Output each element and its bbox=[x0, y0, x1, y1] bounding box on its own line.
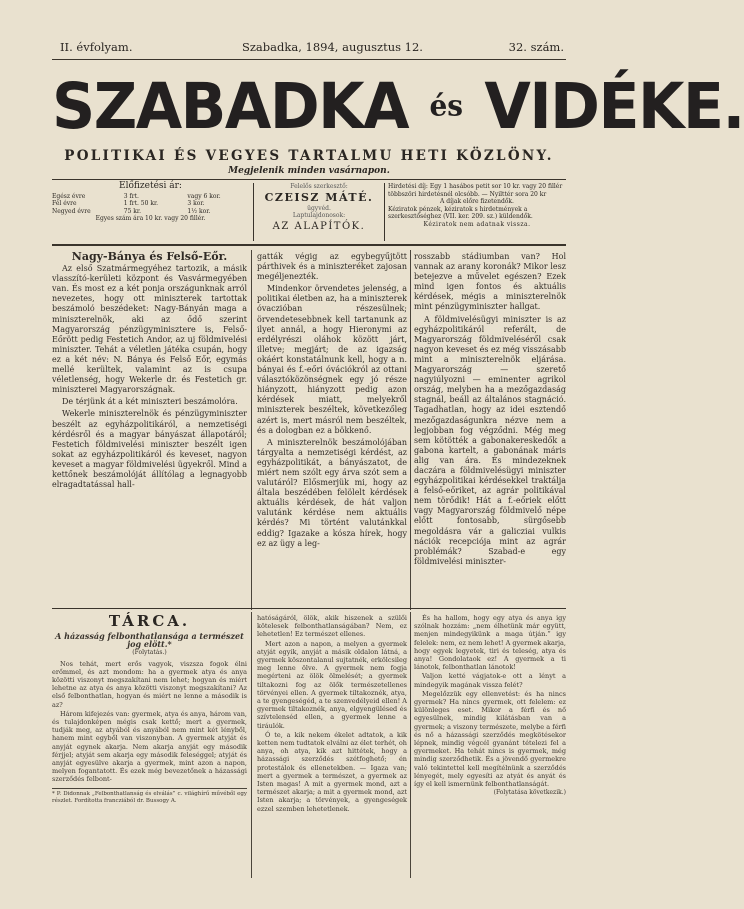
feuilleton-column-1 bbox=[52, 632, 247, 876]
subscription-row bbox=[52, 193, 249, 201]
ad-prepay: A díjak előre fizetendők. bbox=[440, 198, 514, 205]
column-divider bbox=[251, 250, 252, 610]
article-paragraph: De térjünk át a két miniszteri beszámolóra. bbox=[62, 397, 238, 407]
feuilleton-rule bbox=[52, 608, 566, 609]
editor-name: CZEISZ MÁTÉ. bbox=[264, 190, 374, 204]
article-paragraph: A földmivelésügyi miniszter is az egyházpolitikáról referált, de Magyarország földmiveléséről csak nagyon keveset és ez még visszásabb mint a miniszterelnök eljárása. Magyarország — szerető nagyiúlyozni — eminenter agrikol ország, melyben ha a mezőgazdaság stagnál, beáll az általános stagnáció. Tagadhatlan, hogy az idei esztendő mezőgazdaságunkra nézve nem a legjobban fog végződni. Még meg sem kötötték a gabonakereskedők a gabona kartelt, a gabonának máris alig van ára. És mindezeknek daczára a földmivelésügyi miniszter egyházpolitikai kérdésekkel traktálja a felső-eőriket, az agrár politikával nem törődik! Hát a f.-eőriek előtt vagy Magyarország földmivelő népe előtt fontosabb, sürgősebb megoldásra vár a galicziai vulkis nációk recepciója mint az agrár problémák? Szabad-e egy földmivelési miniszter- bbox=[414, 314, 566, 566]
subscription-box bbox=[52, 183, 249, 241]
publishers-label: Laptulajdonosok: bbox=[292, 212, 346, 219]
article-column-1 bbox=[52, 252, 247, 608]
sub-price: 3 frt. bbox=[123, 192, 139, 200]
editor-title: ügyvéd. bbox=[307, 204, 331, 212]
sub-label: Egész évre bbox=[52, 192, 86, 200]
article-paragraph: Wekerle miniszterelnök és pénzügyminiszter beszélt az egyházpolitikáról, a nemzetiségi kérdésről és a magyar bányászat állapotáról; Festetich földmivelési miniszter beszélt igen sokat az egyházpolitikáról és keveset, nagyon keveset a magyar földmivelési ügyekről. Mind a kettőnek beszámolóját állítólag a legnagyobb elragadtatással hall- bbox=[52, 409, 247, 490]
feuilleton-paragraph: És ha hallom, hogy egy atya és anya igy szólnak hozzám: „nem élhetünk már együtt, menjen mindegyikünk a maga útján.” igy felelek: nem, ez nem lehet! A gyermek akarja, hogy egyek legyetek, tiri és teleség, atya és anya! Gondolataok ez! A gyermek a ti lánotok, felbonthatlan lánotok! bbox=[414, 614, 566, 672]
feuilleton-column-3 bbox=[414, 614, 566, 876]
feuilleton-column-2 bbox=[257, 614, 407, 876]
subscription-table bbox=[52, 193, 249, 216]
newspaper-subtitle: POLITIKAI ÉS VEGYES TARTALMU HETI KÖZLÖNY. bbox=[64, 148, 554, 164]
column-divider bbox=[410, 250, 411, 610]
feuilleton-title: A házasság felbonthatlansága a természet jog elött.* bbox=[55, 631, 244, 650]
article-paragraph: Az első Szatmármegyéhez tartozik, a másik vlasszító-kerületi központ és Vasvármegyében van. És most ez a két ponja országunknak arról nevezetes, hogy ott miniszterek tartottak beszámoló beszédeket: Nagy-Bányán maga a miniszterelnök, aki az ődő szerint Magyarország pénzügyminisztere is, Felső-Eőrött pedig Festetich Andor, az uj földmivelési miniszter. Tehát a véletlen játéka csupán, hogy ez a két név: N. Bánya és Felső Eőr, egymás mellé kerültek, valamint az is csupa véletlenség, hogy Wekerle dr. és Festetich gr. miniszterei Magyarországnak. bbox=[52, 264, 247, 395]
article-paragraph: A miniszterelnök beszámolójában tárgyalta a nemzetiségi kérdést, az egyházpolitikát, a bányászatot, de miért nem szólt egy árva szót sem a valutáról? Elősmerjük mi, hogy az általa beszédében felölelt kérdések aktuális kérdések, de hát valjon valutánk kérdése nem aktuális kérdés? Mi történt valutánkkal eddig? Igazake a kósza hírek, hogy ez az ügy a leg- bbox=[257, 437, 407, 548]
header-bottom-rule bbox=[52, 244, 566, 246]
to-be-continued: (Folytatása következik.) bbox=[493, 789, 566, 797]
publication-schedule: Megjelenik minden vasárnapon. bbox=[228, 166, 390, 176]
issue-number: 32. szám. bbox=[508, 40, 564, 54]
sub-price-alt: vagy 6 kor. bbox=[187, 192, 221, 200]
article-paragraph: gatták végig az egybegyűjtött párthivek és a miniszteréket zajosan megéljenezték. bbox=[257, 252, 407, 282]
masthead-word-es: és bbox=[429, 88, 464, 123]
subscription-row bbox=[52, 200, 249, 208]
advertising-info-box bbox=[388, 183, 566, 241]
single-issue-price: Egyes szám ára 10 kr. vagy 20 fillér. bbox=[95, 215, 206, 222]
feuilleton-paragraph: Három kifejezés van: gyermek, atya és anya, három van, és tulajdonképen mégis csak kettő; mert a gyermek, tudják meg, az atyából és anyából nem mint két lényből, hanem mint egyből van viszonyban. A gyermek atyját és anyját egynek akarja. Nem akarja anyját egy második férjjel; atyját sem akarja egy második feleséggel; atyját és anyját egyesülve akarja a gyermek, mint azon a napon, melyen fogantatott. És ezek még bevezetőnek a házassági szerződés felbont- bbox=[52, 709, 247, 784]
feuilleton-paragraph: Megelőzzük egy ellenvetést: és ha nincs gyermek? Ha nincs gyermek, ott felelem: ez különleges eset. Mikor a férfi és nő egyesülnek, mindig kilátásban van a gyermek; a viszony természete, melybe a férfi és nő a házassági szerződés megkötésekor lépnek, mindig végcél gyanánt tételezi fel a gyermeket. Ha tehát nincs is gyermek, még mindig szerződhetik. És a jövendő gyermekre való tekintettel kell megítélnünk a szerződés lényegét, mely egyesíti az atyát és anyát és így el kell ismernünk felbonthatlanságát. bbox=[414, 689, 566, 789]
masthead-word-1: SZABADKA bbox=[52, 70, 409, 144]
article-column-2 bbox=[257, 252, 407, 608]
feuilleton-paragraph: hatóságáról, ölök, akik hiszenek a szülői kötelesek felbonthatlanságában? Nem, ez lehetetlen! Ez természet ellenes. bbox=[257, 614, 407, 639]
footnote: * P. Didonnak „Felbonthatlanság és elválás” c. világhírű művéből egy részlet. Fordította francziából dr. Bussogy A. bbox=[52, 788, 247, 805]
ad-rate: Hirdetési díj: Egy 1 hasábos petit sor 10 kr. vagy 20 fillér többszöri hirdetésnél olcsóbb. — Nyilttér sora 20 kr bbox=[388, 183, 563, 198]
feuilleton-heading: TÁRCA. bbox=[108, 612, 191, 630]
ad-manuscripts: Kéziratok nem adatnak vissza. bbox=[423, 220, 531, 228]
feuilleton-paragraph: Valjon ketté vágjatok-e ott a lényt a mindegyik magának vissza felét? bbox=[414, 672, 566, 689]
volume-number: II. évfolyam. bbox=[60, 40, 133, 54]
article-paragraph: rosszabb stádiumban van? Hol vannak az arany koronák? Mikor lesz betejezve a művelet egészen? Ezek mind igen fontos és aktuális kérdések, mégis a miniszterelnök mint pénzügyminiszter hallgat. bbox=[414, 252, 566, 312]
sub-price-alt: 3 kor. bbox=[187, 200, 205, 207]
editor-role: Felelős szerkesztő: bbox=[290, 183, 348, 190]
article-column-3 bbox=[414, 252, 566, 608]
masthead-title bbox=[52, 62, 744, 150]
sub-price: 1 frt. 50 kr. bbox=[123, 200, 159, 207]
article-title: Nagy-Bánya és Felső-Eőr. bbox=[71, 250, 228, 263]
feuilleton-paragraph: Ó te, a kik nekem ékelet adtatok, a kik ketten nem tudtatok elválni az élet terhét, oh anya, oh atya, kik azt hittétek, hogy a házassági szerződés szétfoghető; én protestálok és ellenetekben. — Igaza van; mert a gyermek a természet, a gyermek az Isten magas! A mit a gyermek mond, azt a természet akarja; a mit a gyermek mond, azt Isten akarja; a törvények, a gyengeségek ezzel szemben lehetetlenek. bbox=[257, 730, 407, 813]
masthead-word-2: VIDÉKE. bbox=[484, 70, 744, 144]
feuilleton-paragraph: Mert azon a napon, a melyen a gyermek atyját egyik, anyját a másik oldalon látná, a gyermek köszontalanul sujtatnék, erkölcsileg meg lenne ölve. A gyermek nem fogja megérteni az ölök ölmelését; a gyermek tiltakozni fog az ölők természetellenes törvényei ellen. A gyermek tiltakoznék, atya, a te gyengeségéd, a te szenvedélyeid ellen! A gyermek tiltakoznék, anya, elgyengülésed és szívtelenséd ellen, a gyermek lenne a tiráulók. bbox=[257, 639, 407, 730]
issue-info-line bbox=[60, 40, 564, 56]
feuilleton-paragraph: Nos tehát, mert erős vagyok, viszsza fogok élni erőmmel, és azt mondom: ha a gyermek atya és anya közötti viszonyt megszakítani nem lehet; hogyan és miért lehetne az atya és anya közötti viszonyt megszakítani? Az első felbonthatlan, hogyan és miért ne lenne a második is az? bbox=[52, 659, 247, 709]
sub-label: Fél évre bbox=[52, 200, 77, 207]
editor-box bbox=[253, 183, 385, 241]
column-divider bbox=[410, 612, 411, 878]
subscription-title: Előfizetési ár: bbox=[119, 181, 182, 191]
sub-price: 75 kr. bbox=[123, 207, 142, 215]
feuilleton-continued: (Folytatás.) bbox=[132, 649, 167, 657]
top-rule bbox=[52, 59, 566, 60]
publishers-name: AZ ALAPÍTÓK. bbox=[272, 220, 366, 232]
sub-price-alt: 1½ kor. bbox=[187, 207, 211, 215]
column-divider bbox=[251, 612, 252, 878]
subscription-row bbox=[52, 208, 249, 216]
article-paragraph: Mindenkor örvendetes jelenség, a politikai életben az, ha a miniszterek óvaczióban részesülnek; örvendetesebbnek kell tartanunk az ilyet annál, a hogy Hieronymi az erdélyrészi oláhok között járt, illetve; megjárt; de az igazság okáért konstatálnunk kell, hogy a n. bányai és f.-eőri óvációkról az ottani választóközönségnek egy jó része hiányzott, hiányzott pedig azon kérdések miatt, melyekről miniszterek beszéltek, következőleg azért is, mert másról nem beszéltek, és a dologban ez a bökkenő. bbox=[257, 284, 407, 435]
ad-address: Kéziratok pénzek, kéziratok s hirdetmények a szerkesztőséghez (VII. ker. 209. sz.) küldendők. bbox=[388, 205, 533, 220]
masthead-bottom-rule bbox=[52, 179, 566, 180]
place-date: Szabadka, 1894, augusztus 12. bbox=[242, 40, 423, 54]
sub-label: Negyed évre bbox=[52, 207, 91, 215]
